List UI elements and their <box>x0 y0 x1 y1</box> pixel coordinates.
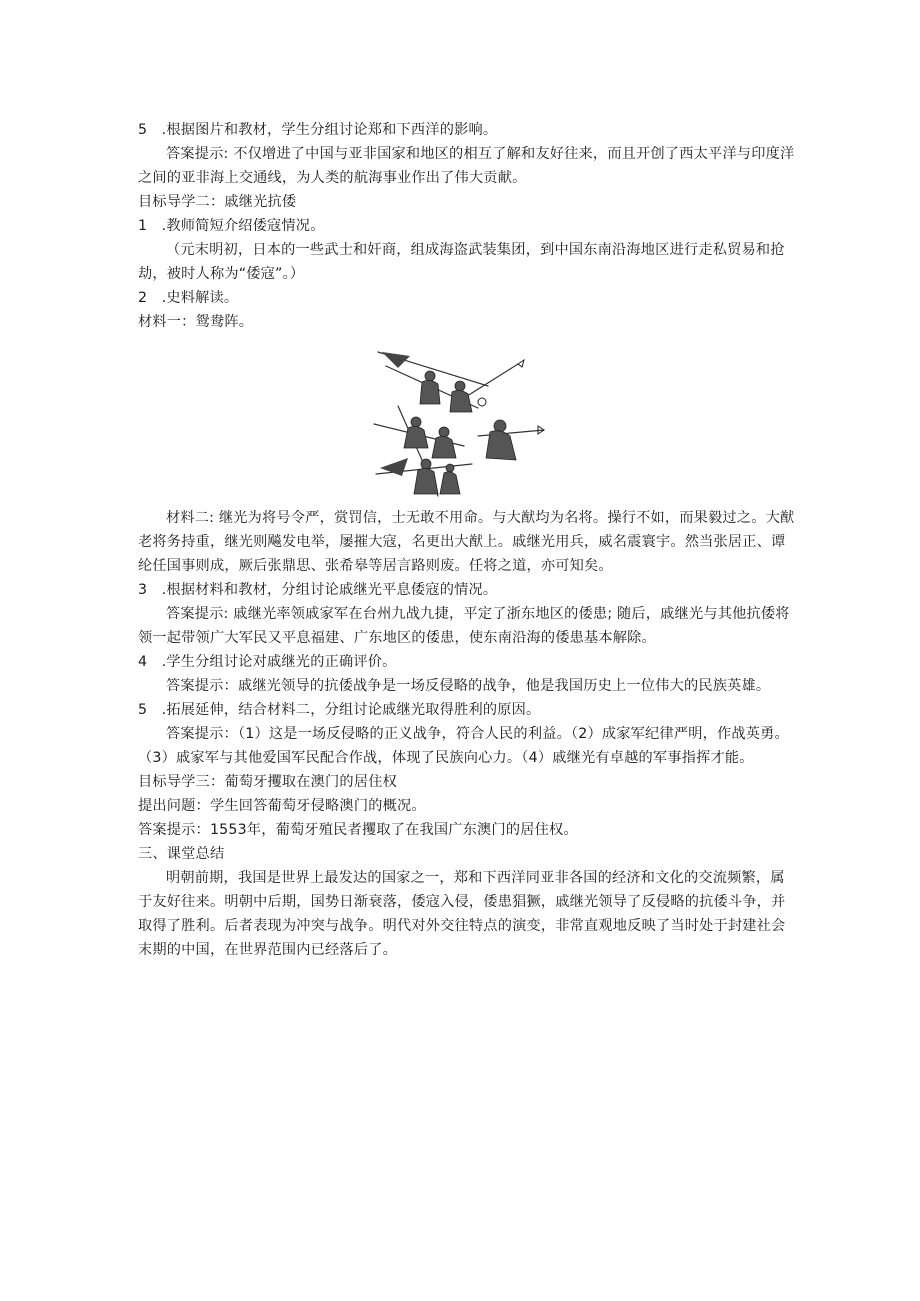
material-2-text: 材料二: 继光为将号令严，赏罚信，士无敢不用命。与大猷均为名将。操行不如，而果毅过之。大猷老将务持重，继光则飚发电举，屡摧大寇，名更出大猷上。戚继光用兵，威名震寰宇。然当张居正、谭纶任国事则成，厥后张鼎思、张希皋等居言路则废。任将之道，亦可知矣。 <box>138 510 795 574</box>
soldier-body <box>440 472 460 494</box>
soldier-head <box>455 381 465 391</box>
soldier-head <box>421 459 431 469</box>
enemy-body <box>486 431 516 460</box>
soldier-head <box>425 371 435 381</box>
answer-hint-qi-jiguang: 答案提示: 戚继光率领戚家军在台州九战九捷，平定了浙东地区的倭患; 随后，戚继光与其他抗倭将领一起带领广大军民又平息福建、广东地区的倭患，使东南沿海的倭患基本解除。 <box>138 606 790 646</box>
item-1-intro: 1 .教师简短介绍倭寇情况。 <box>138 218 325 234</box>
soldier-body <box>420 380 440 404</box>
enemy-head <box>494 420 506 432</box>
weapon-head <box>478 398 486 406</box>
section-goal-2-heading: 目标导学二：戚继光抗倭 <box>138 194 297 210</box>
answer-hint-zheng-he: 答案提示: 不仅增进了中国与亚非国家和地区的相互了解和友好往来，而且开创了西太平洋与印度洋之间的亚非海上交通线，为人类的航海事业作出了伟大贡献。 <box>138 146 795 186</box>
soldier-body <box>450 390 472 412</box>
answer-hint-evaluation: 答案提示：戚继光领导的抗倭战争是一场反侵略的战争，他是我国历史上一位伟大的民族英雄。 <box>166 678 771 694</box>
weapon-head <box>518 360 524 367</box>
item-5-extension: 5 .拓展延伸，结合材料二，分组讨论戚继光取得胜利的原因。 <box>138 702 541 718</box>
section-3-summary-heading: 三、课堂总结 <box>138 846 225 862</box>
soldier-body <box>432 436 456 458</box>
wokou-note: （元末明初，日本的一些武士和奸商，组成海盗武装集团，到中国东南沿海地区进行走私贸易和抢劫，被时人称为“倭寇”。） <box>138 242 785 282</box>
answer-hint-victory-reasons: 答案提示：（1）这是一场反侵略的正义战争，符合人民的利益。（2）成家军纪律严明，作战英勇。（3）戚家军与其他爱国军民配合作战，体现了民族向心力。（4）戚继光有卓越的军事指挥才能。 <box>138 726 789 766</box>
item-5-discussion: 5 .根据图片和教材，学生分组讨论郑和下西洋的影响。 <box>138 122 498 138</box>
soldier-head <box>446 464 454 472</box>
soldier-head <box>411 417 421 427</box>
mandarin-duck-formation-illustration <box>368 346 548 506</box>
summary-paragraph: 明朝前期，我国是世界上最发达的国家之一，郑和下西洋同亚非各国的经济和文化的交流频繁，属于友好往来。明朝中后期，国势日渐衰落，倭寇入侵，倭患猖獗，戚继光领导了反侵略的抗倭斗争，并取得了胜利。后者表现为冲突与战争。明代对外交往特点的演变，非常直观地反映了当时处于封建社会末期的中国，在世界范围内已经落后了。 <box>138 870 786 958</box>
question-macau: 提出问题：学生回答葡萄牙侵略澳门的概况。 <box>138 798 426 814</box>
item-4-evaluation: 4 .学生分组讨论对戚继光的正确评价。 <box>138 654 397 670</box>
section-goal-3-heading: 目标导学三：葡萄牙攫取在澳门的居住权 <box>138 774 397 790</box>
soldier-body <box>414 468 438 494</box>
spear-line <box>478 430 544 436</box>
material-1-label: 材料一：鸳鸯阵。 <box>138 314 254 330</box>
answer-hint-macau: 答案提示：1553年，葡萄牙殖民者攫取了在我国广东澳门的居住权。 <box>138 822 578 838</box>
item-2-source-reading: 2 .史料解读。 <box>138 290 239 306</box>
soldier-body <box>404 426 428 448</box>
soldier-head <box>439 427 449 437</box>
item-3-discussion: 3 .根据材料和教材，分组讨论戚继光平息倭寇的情况。 <box>138 582 498 598</box>
